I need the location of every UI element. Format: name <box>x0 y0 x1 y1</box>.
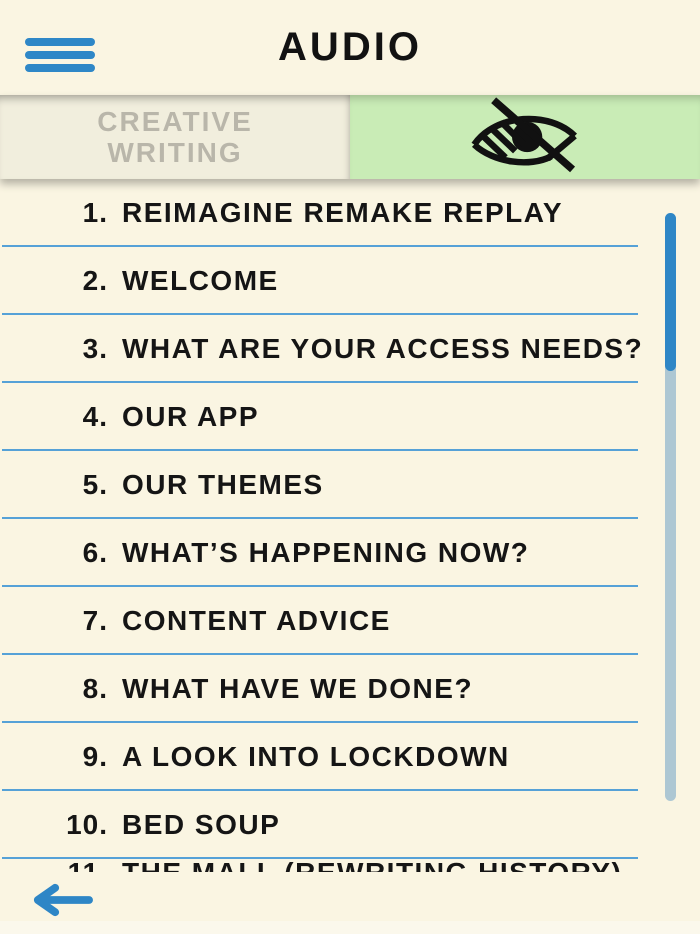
tab-bar <box>0 95 700 179</box>
item-number: 9. <box>82 741 108 772</box>
item-title: OUR THEMES <box>122 469 324 500</box>
list-item[interactable] <box>0 519 700 587</box>
hamburger-menu-icon <box>25 38 95 46</box>
back-button[interactable] <box>30 880 96 920</box>
item-number: 6. <box>82 537 108 568</box>
item-title: REIMAGINE REMAKE REPLAY <box>122 197 564 228</box>
home-indicator-strip <box>0 921 700 934</box>
item-title: WELCOME <box>122 265 279 296</box>
hamburger-menu-button[interactable] <box>25 38 95 72</box>
list-item[interactable] <box>0 791 700 859</box>
item-number: 7. <box>82 605 108 636</box>
item-title: OUR APP <box>122 401 260 432</box>
item-number: 4. <box>82 401 108 432</box>
item-title: A LOOK INTO LOCKDOWN <box>122 741 510 772</box>
item-title: WHAT HAVE WE DONE? <box>122 673 474 704</box>
item-number: 5. <box>82 469 108 500</box>
header <box>0 0 700 95</box>
item-title: CONTENT ADVICE <box>122 605 391 636</box>
item-number: 1. <box>82 197 108 228</box>
item-number: 10. <box>66 809 108 840</box>
list-item[interactable] <box>0 655 700 723</box>
item-title: WHAT ARE YOUR ACCESS NEEDS? <box>122 333 644 364</box>
list-item[interactable] <box>0 383 700 451</box>
list-item[interactable] <box>0 315 700 383</box>
hamburger-menu-icon <box>25 51 95 59</box>
list-item[interactable] <box>0 451 700 519</box>
audio-track-list <box>0 179 700 934</box>
tab-creative-writing[interactable] <box>0 95 350 179</box>
bottom-bar <box>0 872 700 934</box>
tab-creative-writing-label: CREATIVE WRITING <box>97 105 253 168</box>
tab-audio-described[interactable] <box>350 95 700 179</box>
scrollbar-thumb[interactable] <box>665 213 676 371</box>
list-item[interactable] <box>0 723 700 791</box>
list-item[interactable] <box>0 179 700 247</box>
item-title: WHAT’S HAPPENING NOW? <box>122 537 530 568</box>
list-item[interactable] <box>0 247 700 315</box>
item-number: 8. <box>82 673 108 704</box>
left-arrow-icon <box>38 888 89 912</box>
eye-slash-icon <box>464 97 586 177</box>
list-item[interactable] <box>0 587 700 655</box>
page-title: AUDIO <box>278 25 422 69</box>
item-number: 3. <box>82 333 108 364</box>
item-number: 2. <box>82 265 108 296</box>
item-title: BED SOUP <box>122 809 281 840</box>
hamburger-menu-icon <box>25 64 95 72</box>
